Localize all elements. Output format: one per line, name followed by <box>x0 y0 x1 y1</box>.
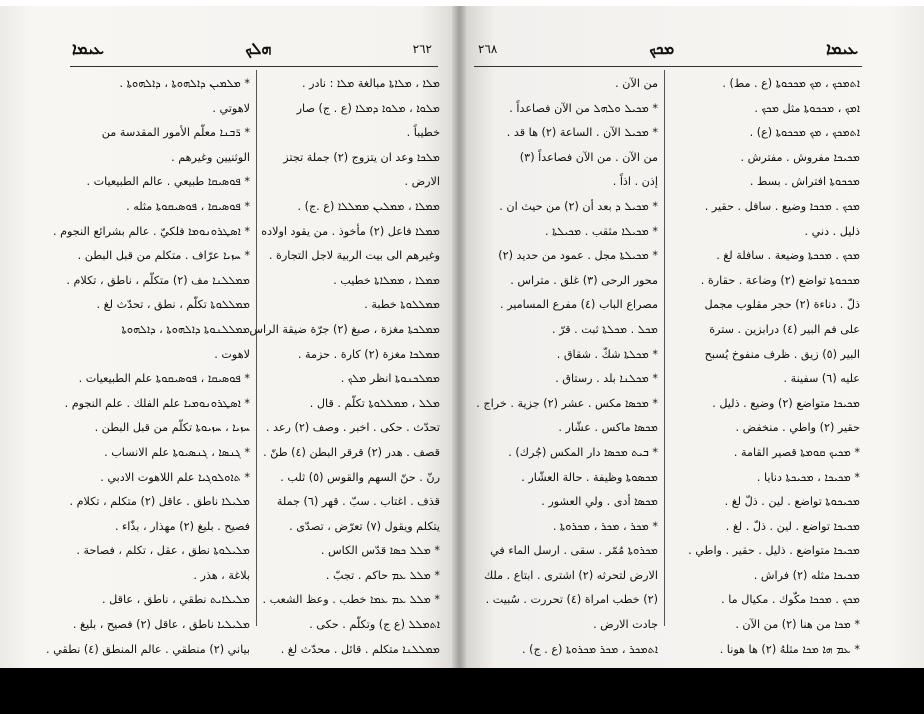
dictionary-entry-line: ܡܟܟ . ܡܟܟܬܐ وضيعة . سافلة لغ . <box>716 249 860 263</box>
dictionary-entry-line: * ܓܢܣܐ ، ܓܢܣܝܘܬܐ علم الانساب . <box>104 445 250 459</box>
right-running-head-outer: ܥܝܡܐ <box>826 39 858 58</box>
dictionary-entry-line: * ܪ̈ܒܢܐ معلّم الأمور المقدسة من <box>101 126 250 140</box>
dictionary-entry-line: ܐܬܡܟܟ ، ܡܟ ܡܟܟܘܬܐ (ع . مط) . <box>722 77 860 90</box>
dictionary-entry-line: بياني (٢) منطقي . عالم المنطق (٤) نطقي . <box>45 642 250 656</box>
dictionary-entry-line: عليه (٦) سفينة . <box>783 372 860 386</box>
left-column-divider <box>256 70 257 626</box>
dictionary-entry-line: * ܡܠܠ ܟܣܐ قدّس الكاس . <box>320 544 440 558</box>
dictionary-entry-line: * ܡܟܝܟ ܩܘܡܬܐ قصير القامة . <box>733 445 860 459</box>
dictionary-entry-line: ܡܡܠܟܐ مغزة (٢) كارة . حزمة . <box>297 347 440 361</box>
dictionary-entry-line: ܡܟܣܐ ماكس . عشّار . <box>558 421 658 435</box>
dictionary-entry-line: ܡܠܘܐ ، ܡܠܘܐ ܕܡܠܐ (ع . ج) صار <box>296 101 440 115</box>
dictionary-entry-line: قصف . هدر (٢) قرقر البطن (٤) طنّ . <box>263 445 440 459</box>
dictionary-entry-line: * ܡܠܠ ܥܡ ܥܡܐ خطب . وعظ الشعب . <box>262 593 440 607</box>
dictionary-entry-line: ܡܟܟ . ܡܟܟܐ مكّوك . مكيال ما . <box>721 593 860 607</box>
dictionary-entry-line: * ܥܡ ܗܐ ܡܟܐ مثلهُ (٢) ها هونا . <box>719 642 860 656</box>
dictionary-entry-line: * ܚܙܝܐ عرّاف . متكلم من قبل البطن . <box>77 249 250 263</box>
dictionary-entry-line: * ܡܟܝܠܬܐ مجل . عمود من حديد (٢) <box>498 249 658 263</box>
dictionary-entry-line: ܡܟܝܟܐ مفروش . مفترش . <box>740 150 860 164</box>
dictionary-entry-line: الوثنيين وغيرهم . <box>171 150 250 164</box>
dictionary-entry-line: ܡܡܠܐ ، ܡܡܠܐܬܐ خطيب . <box>333 273 440 287</box>
dictionary-entry-line: ذليل . دني . <box>804 224 860 238</box>
dictionary-entry-line: ܡܡܠܟܬܐ مغزة ، صبغ (٢) جرّة ضيقة الراس . <box>242 322 440 336</box>
dictionary-entry-line: ܡܡܠܠܘܬܐ تكلّم ، نطق ، تحدّث لغ . <box>96 298 250 312</box>
dictionary-entry-line: البير (٥) زيق . ظرف منفوخ يُسبح <box>704 347 860 361</box>
dictionary-entry-line: ܡܟܣܐ أدى . ولي العشور . <box>541 495 658 509</box>
right-page-column-outer <box>670 72 860 662</box>
dictionary-entry-line: * ܡܟܣܐ مكس . عشر (٢) جزية . خراج . <box>476 396 658 410</box>
left-page-column-inner <box>242 72 440 662</box>
dictionary-entry-line: * ܡܠܡܝܢ ܕܐܠܗܘܬܐ ، ܕܐܠܗܘܬܐ . <box>119 77 250 90</box>
dictionary-entry-line: لاهوت . <box>214 347 250 361</box>
dictionary-entry-line: * ܒܝܬ ܡܟܣܐ دار المكس (جُرك) . <box>508 445 658 459</box>
dictionary-entry-line: الارض لتحرثه (٢) اشترى . ابتاع . ملك <box>483 568 658 582</box>
dictionary-entry-line: من الآن . من الآن فصاعداً (٣) <box>519 150 658 164</box>
dictionary-entry-line: ܡܡܠܐ ، ܡܡܠܝܢ ܡܡܠܠܐ (ع .ج) . <box>297 199 440 213</box>
dictionary-entry-line: ܡܡܠܠܢܐ متكلم . قائل . محدّث لغ . <box>280 642 440 656</box>
dictionary-entry-line: ܡܠܝܠܐܝܬ نطقي ، ناطق ، عاقل . <box>102 593 250 607</box>
dictionary-entry-line: ܡܟܝܟܐ تواضع . لين . ذلّ . لغ . <box>725 519 860 533</box>
right-header-rule <box>474 66 862 67</box>
dictionary-entry-line: ܡܠܝܠܐ ناطق . عاقل (٢) متكلم ، تكلام . <box>69 495 250 509</box>
dictionary-entry-line: جادت الارض . <box>593 618 658 632</box>
dictionary-entry-line: * ܡܟܐ من هنا (٢) من الآن . <box>735 618 860 632</box>
dictionary-entry-line: * ܡܟܝܠ ܕ بعد أن (٢) من حيث ان . <box>499 199 658 213</box>
dictionary-entry-line: * ܡܟܝܟܐ ، ܡܟܝܟܬܐ دنايا . <box>756 470 860 484</box>
dictionary-entry-line: ܡܠܟܐ وعد ان يتزوج (٢) جملة تجتز <box>283 150 440 164</box>
scan-bottom-edge <box>0 668 924 714</box>
dictionary-entry-line: فصيح . بليغ (٢) مهذار ، بذّاء . <box>114 519 250 533</box>
dictionary-entry-line: ܡܟܣܘܬܐ وظيفة . حالة العشّار . <box>521 470 658 484</box>
dictionary-entry-line: ܡܟܪܘܬܐ مُمّر . سقى . ارسل الماء في <box>490 544 658 558</box>
dictionary-entry-line: ܡܠܝܠܘܬܐ نطق ، عقل ، تكلم ، فصاحة . <box>76 544 250 558</box>
dictionary-entry-line: مصراع الباب (٤) مفرع المسامير . <box>500 298 658 312</box>
dictionary-entry-line: * ܦܘܣܝܩܐ ، ܦܘܣܝܩܘܬܐ علم الطبيعيات . <box>78 372 250 386</box>
dictionary-entry-line: الارض . <box>404 175 440 189</box>
dictionary-entry-line: ܡܡܠܠܢܐ مف (٢) متكلّم ، ناطق ، تكلام . <box>66 273 250 287</box>
book-gutter <box>452 6 466 668</box>
dictionary-entry-line: ܡܠܐ ، ܡܠܐܬܐ مبالغة ܡܠܐ : نادر . <box>302 77 440 90</box>
dictionary-entry-line: تحدّث . حكى . اخبر . وصف (٢) رعد . <box>265 421 440 435</box>
dictionary-entry-line: ܚܙܝܐ ، ܚܙܝܘܬܐ تكلّم من قبل البطن . <box>94 421 250 435</box>
dictionary-entry-line: لاهوتي . <box>212 101 250 115</box>
dictionary-entry-line: ذلّ . دناءة (٢) حجر مقلوب مجمل <box>704 298 860 312</box>
dictionary-entry-line: بلاغة ، هذر . <box>193 568 250 582</box>
dictionary-entry-line: قذف . اغتاب . سبّ . قهر (٦) جملة <box>276 495 440 509</box>
dictionary-entry-line: وغيرهم الى بيت الربية لاجل التجارة . <box>268 249 440 263</box>
dictionary-entry-line: ܐܬܡܟܪ ، ܡܟܪ ܡܟܪܘܬܐ (ع . ج) . <box>522 642 658 656</box>
dictionary-entry-line: ܐܡܟ ، ܡܟܟܘܬܐ مثل ܡܟܟ . <box>754 101 860 115</box>
dictionary-entry-line: ܡܟܝܟܐ مثله (٢) فراش . <box>753 568 860 582</box>
dictionary-entry-line: ܡܟܟ . ܡܟܟܐ وضيع . سافل . حقير . <box>704 199 860 213</box>
dictionary-entry-line: ܡܟܠ . ܡܟܠܬܐ ثبت . قرّ . <box>551 322 658 336</box>
dictionary-entry-line: (٢) خطب امراة (٤) تحررت . سُبيت . <box>485 593 658 607</box>
dictionary-entry-line: ܡܟܝܟܐ متواضع (٢) وضيع . ذليل . <box>712 396 860 410</box>
left-page-column-outer <box>45 72 250 662</box>
right-page-number: ٢٦٨ <box>478 42 498 56</box>
dictionary-entry-line: ܡܡܠܟܢܘܬܐ انظر ܡܠܟ . <box>340 372 440 386</box>
dictionary-entry-line: ܡܠܝܠܝܐ ناطق ، عاقل (٢) فصيح ، بليغ . <box>72 618 250 632</box>
right-column-divider <box>664 70 665 626</box>
dictionary-entry-line: محور الرحى (٣) غلق . متراس . <box>510 273 658 287</box>
dictionary-entry-line: ܐܬܡܟܟ ، ܡܟ ܡܟܟܘܬܐ (ع) . <box>749 126 860 140</box>
dictionary-entry-line: * ܡܟܝܠ الآن . الساعة (٢) ها قد . <box>506 126 658 140</box>
dictionary-entry-line: ܡܡܠܠܢܘܬܐ ܕܐܠܗܘܬܐ ، ܕܐܠܗܘܬܐ <box>121 322 250 336</box>
left-page-header <box>72 36 432 62</box>
dictionary-entry-line: * ܡܟܠܬܐ شكّ . شقاق . <box>556 347 658 361</box>
dictionary-entry-line: على فم البير (٤) درابزين . سترة <box>709 322 860 336</box>
right-running-head-center: ܡܟܟ <box>649 39 675 58</box>
dictionary-entry-line: * ܐܣܛܪܘܢܘܡܐ فلكيّ . عالم بشرائع النجوم . <box>52 224 250 238</box>
dictionary-entry-line: يتكلم ويقول (٧) تعرّض ، تصدّى . <box>289 519 440 533</box>
left-running-head-center: ܗܠܟ <box>245 39 272 58</box>
dictionary-entry-line: * ܡܟܝܠ ܘܠܗܠ من الآن فصاعداً . <box>509 101 658 115</box>
right-page-header <box>478 36 858 62</box>
dictionary-entry-line: ܡܟܝܟܐ متواضع . ذليل . حقير . واطي . <box>688 544 860 558</box>
left-page-number: ٢٦٢ <box>412 42 432 56</box>
dictionary-entry-line: ܡܟܝܟܘܬܐ تواضع . لين . ذلّ لغ . <box>724 495 860 509</box>
dictionary-entry-line: رنّ . حنّ السهم والقوس (٥) ثلب . <box>280 470 440 484</box>
dictionary-entry-line: ܡܟܟܘܬܐ تواضع (٢) وضاعة . حقارة . <box>700 273 860 287</box>
dictionary-entry-line: * ܐܣܛܪܘܢܘܡܝܐ علم الفلك . علم النجوم . <box>64 396 250 410</box>
dictionary-entry-line: * ܡܠܠ ܥܡ حاكم . تجبّ . <box>325 568 440 582</box>
dictionary-entry-line: * ܡܟܝܠܐ مثقب . ܡܟܝܠܬܐ . <box>545 224 658 238</box>
dictionary-entry-line: * ܬܐܘܠܘܓܝܐ علم اللاهوت الادبي . <box>100 470 250 484</box>
dictionary-entry-line: حقير (٢) واطي . منخفض . <box>735 421 860 435</box>
dictionary-entry-line: * ܦܘܣܝܩܐ طبيعي . عالم الطبيعيات . <box>86 175 250 189</box>
left-header-rule <box>70 66 438 67</box>
left-running-head-outer: ܥܝܡܐ <box>72 39 104 58</box>
dictionary-entry-line: ܡܠܠ ، ܡܡܠܠܘܬܐ تكلّم . قال . <box>309 396 440 410</box>
dictionary-entry-line: من الآن . <box>615 77 658 90</box>
dictionary-entry-line: ܡܟܟܘܬܐ افتراش . بسط . <box>749 175 860 189</box>
dictionary-entry-line: ܡܡܠܠܘܬܐ خطبة . <box>364 298 440 312</box>
dictionary-entry-line: ܡܡܠܐ فاعل (٢) مأخوذ . من يقود اولاده <box>261 224 440 238</box>
dictionary-entry-line: خطيباً . <box>406 126 440 140</box>
dictionary-entry-line: * ܡܟܪ ، ܡܟܪ ، ܡܟܪܘܬܐ . <box>552 519 658 533</box>
dictionary-entry-line: إذن . اذاً . <box>612 175 658 189</box>
dictionary-entry-line: ܐܬܡܠܠ (ع ج) وتكلّم . حكى . <box>309 618 440 632</box>
dictionary-entry-line: * ܡܟܠܢܐ بلد . رستاق . <box>555 372 658 386</box>
right-page-column-inner <box>476 72 658 662</box>
dictionary-entry-line: * ܦܘܣܝܩܐ ، ܦܘܣܝܩܘܬܐ مثله . <box>126 199 250 213</box>
